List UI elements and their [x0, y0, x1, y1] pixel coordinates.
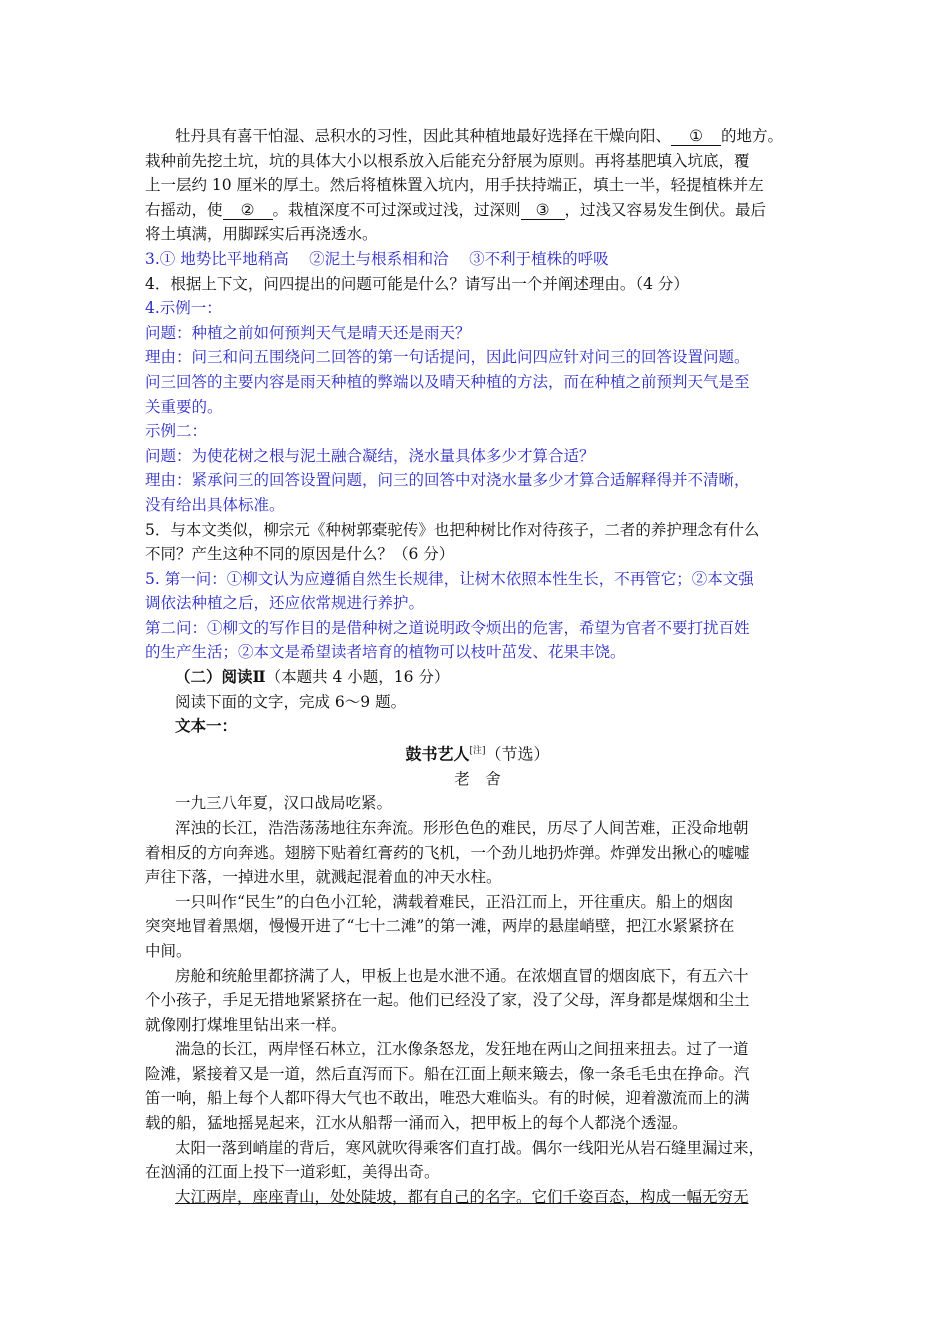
answer-4-line: 关重要的。 [145, 397, 223, 416]
passage-line-5: 将土填满，用脚踩实后再浇透水。 [145, 225, 378, 244]
document-page [145, 124, 810, 1209]
story-paragraph-line: 载的船，猛地摇晃起来，江水从船帮一涌而入，把甲板上的每个人都浇个透湿。 [145, 1114, 688, 1133]
passage-line-1: 牡丹具有喜干怕湿、忌积水的习性，因此其种植地最好选择在干燥向阳、 ① 的地方。 [175, 127, 784, 145]
answer-4-line: 问题：为使花树之根与泥土融合凝结，浇水量具体多少才算合适？ [145, 446, 595, 465]
answer-4-line: 示例二： [145, 422, 208, 441]
passage-line-3: 上一层约 10 厘米的厚土。然后将植株置入坑内，用手扶持端正，填土一半，轻提植株并左 [145, 176, 764, 195]
question-5-line: 5．与本文类似，柳宗元《种树郭橐驼传》也把种树比作对待孩子，二者的养护理念有什么 [145, 520, 760, 539]
story-paragraph-line: 湍急的长江，两岸怪石林立，江水像条怒龙，发狂地在两山之间扭来扭去。过了一道 [175, 1040, 749, 1059]
answer-4-head: 4.示例一： [145, 299, 222, 318]
answer-5-line: 第二问：①柳文的写作目的是借种树之道说明政令烦出的危害，希望为官者不要打扰百姓 [145, 618, 750, 637]
story-paragraph-line: 房舱和统舱里都挤满了人，甲板上也是水泄不通。在浓烟直冒的烟囱底下，有五六十 [175, 966, 749, 985]
story-paragraph-line: 笛一响，船上每个人都吓得大气也不敢出，唯恐大难临头。有的时候，迎着激流而上的满 [145, 1089, 750, 1108]
text-1-label: 文本一： [175, 716, 238, 736]
story-paragraph-line: 中间。 [145, 941, 192, 960]
story-paragraph-line: 一九三八年夏，汉口战局吃紧。 [175, 794, 393, 813]
answer-3: 3.① 地势比平地稍高 ②泥土与根系相和洽 ③不利于植株的呼吸 [145, 249, 609, 268]
answer-5-line: 5. 第一问：①柳文认为应遵循自然生长规律，让树木依照本性生长，不再管它；②本文强 [145, 569, 754, 588]
blank-3: ③ [521, 202, 565, 220]
story-paragraph-line: 一只叫作“民生”的白色小江轮，满载着难民，正沿江而上，开往重庆。船上的烟囱 [175, 892, 734, 911]
answer-5-line: 调依法种植之后，还应依常规进行养护。 [145, 594, 425, 613]
blank-2: ② [223, 202, 273, 220]
story-paragraph-line: 着相反的方向奔逃。翅膀下贴着红膏药的飞机，一个劲儿地扔炸弹。炸弹发出揪心的嘘嘘 [145, 843, 750, 862]
answer-5-line: 的生产生活；②本文是希望读者培育的植物可以枝叶茁发、花果丰饶。 [145, 643, 626, 662]
passage-line-2: 栽种前先挖土坑，坑的具体大小以根系放入后能充分舒展为原则。再将基肥填入坑底，覆 [145, 151, 750, 170]
question-5-line: 不同？产生这种不同的原因是什么？（6 分） [145, 545, 455, 564]
story-title: 鼓书艺人[注]（节选） [405, 744, 550, 764]
story-paragraph-line: 太阳一落到峭崖的背后，寒风就吹得乘客们直打战。偶尔一线阳光从岩石缝里漏过来， [175, 1138, 765, 1157]
instruction: 阅读下面的文字，完成 6～9 题。 [175, 692, 407, 711]
story-paragraph-line: 突突地冒着黑烟，慢慢开进了“七十二滩”的第一滩，两岸的悬崖峭壁，把江水紧紧挤在 [145, 917, 735, 936]
story-underlined-line: 大江两岸，座座青山，处处陡坡，都有自己的名字。它们千姿百态，构成一幅无穷无 [175, 1187, 749, 1206]
answer-4-line: 没有给出具体标准。 [145, 495, 285, 514]
story-paragraph-line: 浑浊的长江，浩浩荡荡地往东奔流。形形色色的难民，历尽了人间苦难，正没命地朝 [175, 818, 749, 837]
question-4: 4．根据上下文，问四提出的问题可能是什么？请写出一个并阐述理由。（4 分） [145, 274, 689, 293]
story-author: 老 舍 [454, 769, 501, 788]
answer-4-line: 问三回答的主要内容是雨天种植的弊端以及晴天种植的方法，而在种植之前预判天气是至 [145, 372, 750, 391]
story-paragraph-line: 个小孩子，手足无措地紧紧挤在一起。他们已经没了家，没了父母，浑身都是煤烟和尘土 [145, 991, 750, 1010]
story-paragraph-line: 就像刚打煤堆里钻出来一样。 [145, 1015, 347, 1034]
section-2-heading: （二）阅读Ⅱ（本题共 4 小题，16 分） [175, 667, 450, 687]
answer-4-line: 问题：种植之前如何预判天气是晴天还是雨天？ [145, 323, 471, 342]
passage-line-4: 右摇动，使 ② 。栽植深度不可过深或过浅，过深则 ③ ，过浅又容易发生倒伏。最后 [145, 200, 767, 219]
answer-4-line: 理由：紧承问三的回答设置问题，问三的回答中对浇水量多少才算合适解释得并不清晰， [145, 471, 750, 490]
story-paragraph-line: 险滩，紧接着又是一道，然后直泻而下。船在江面上颠来簸去，像一条毛毛虫在挣命。汽 [145, 1064, 750, 1083]
story-paragraph-line: 在汹涌的江面上投下一道彩虹，美得出奇。 [145, 1163, 440, 1182]
answer-4-line: 理由：问三和问五围绕问二回答的第一句话提问，因此问四应针对问三的回答设置问题。 [145, 348, 750, 367]
blank-1: ① [671, 128, 721, 146]
story-paragraph-line: 声往下落，一掉进水里，就溅起混着血的冲天水柱。 [145, 868, 502, 887]
